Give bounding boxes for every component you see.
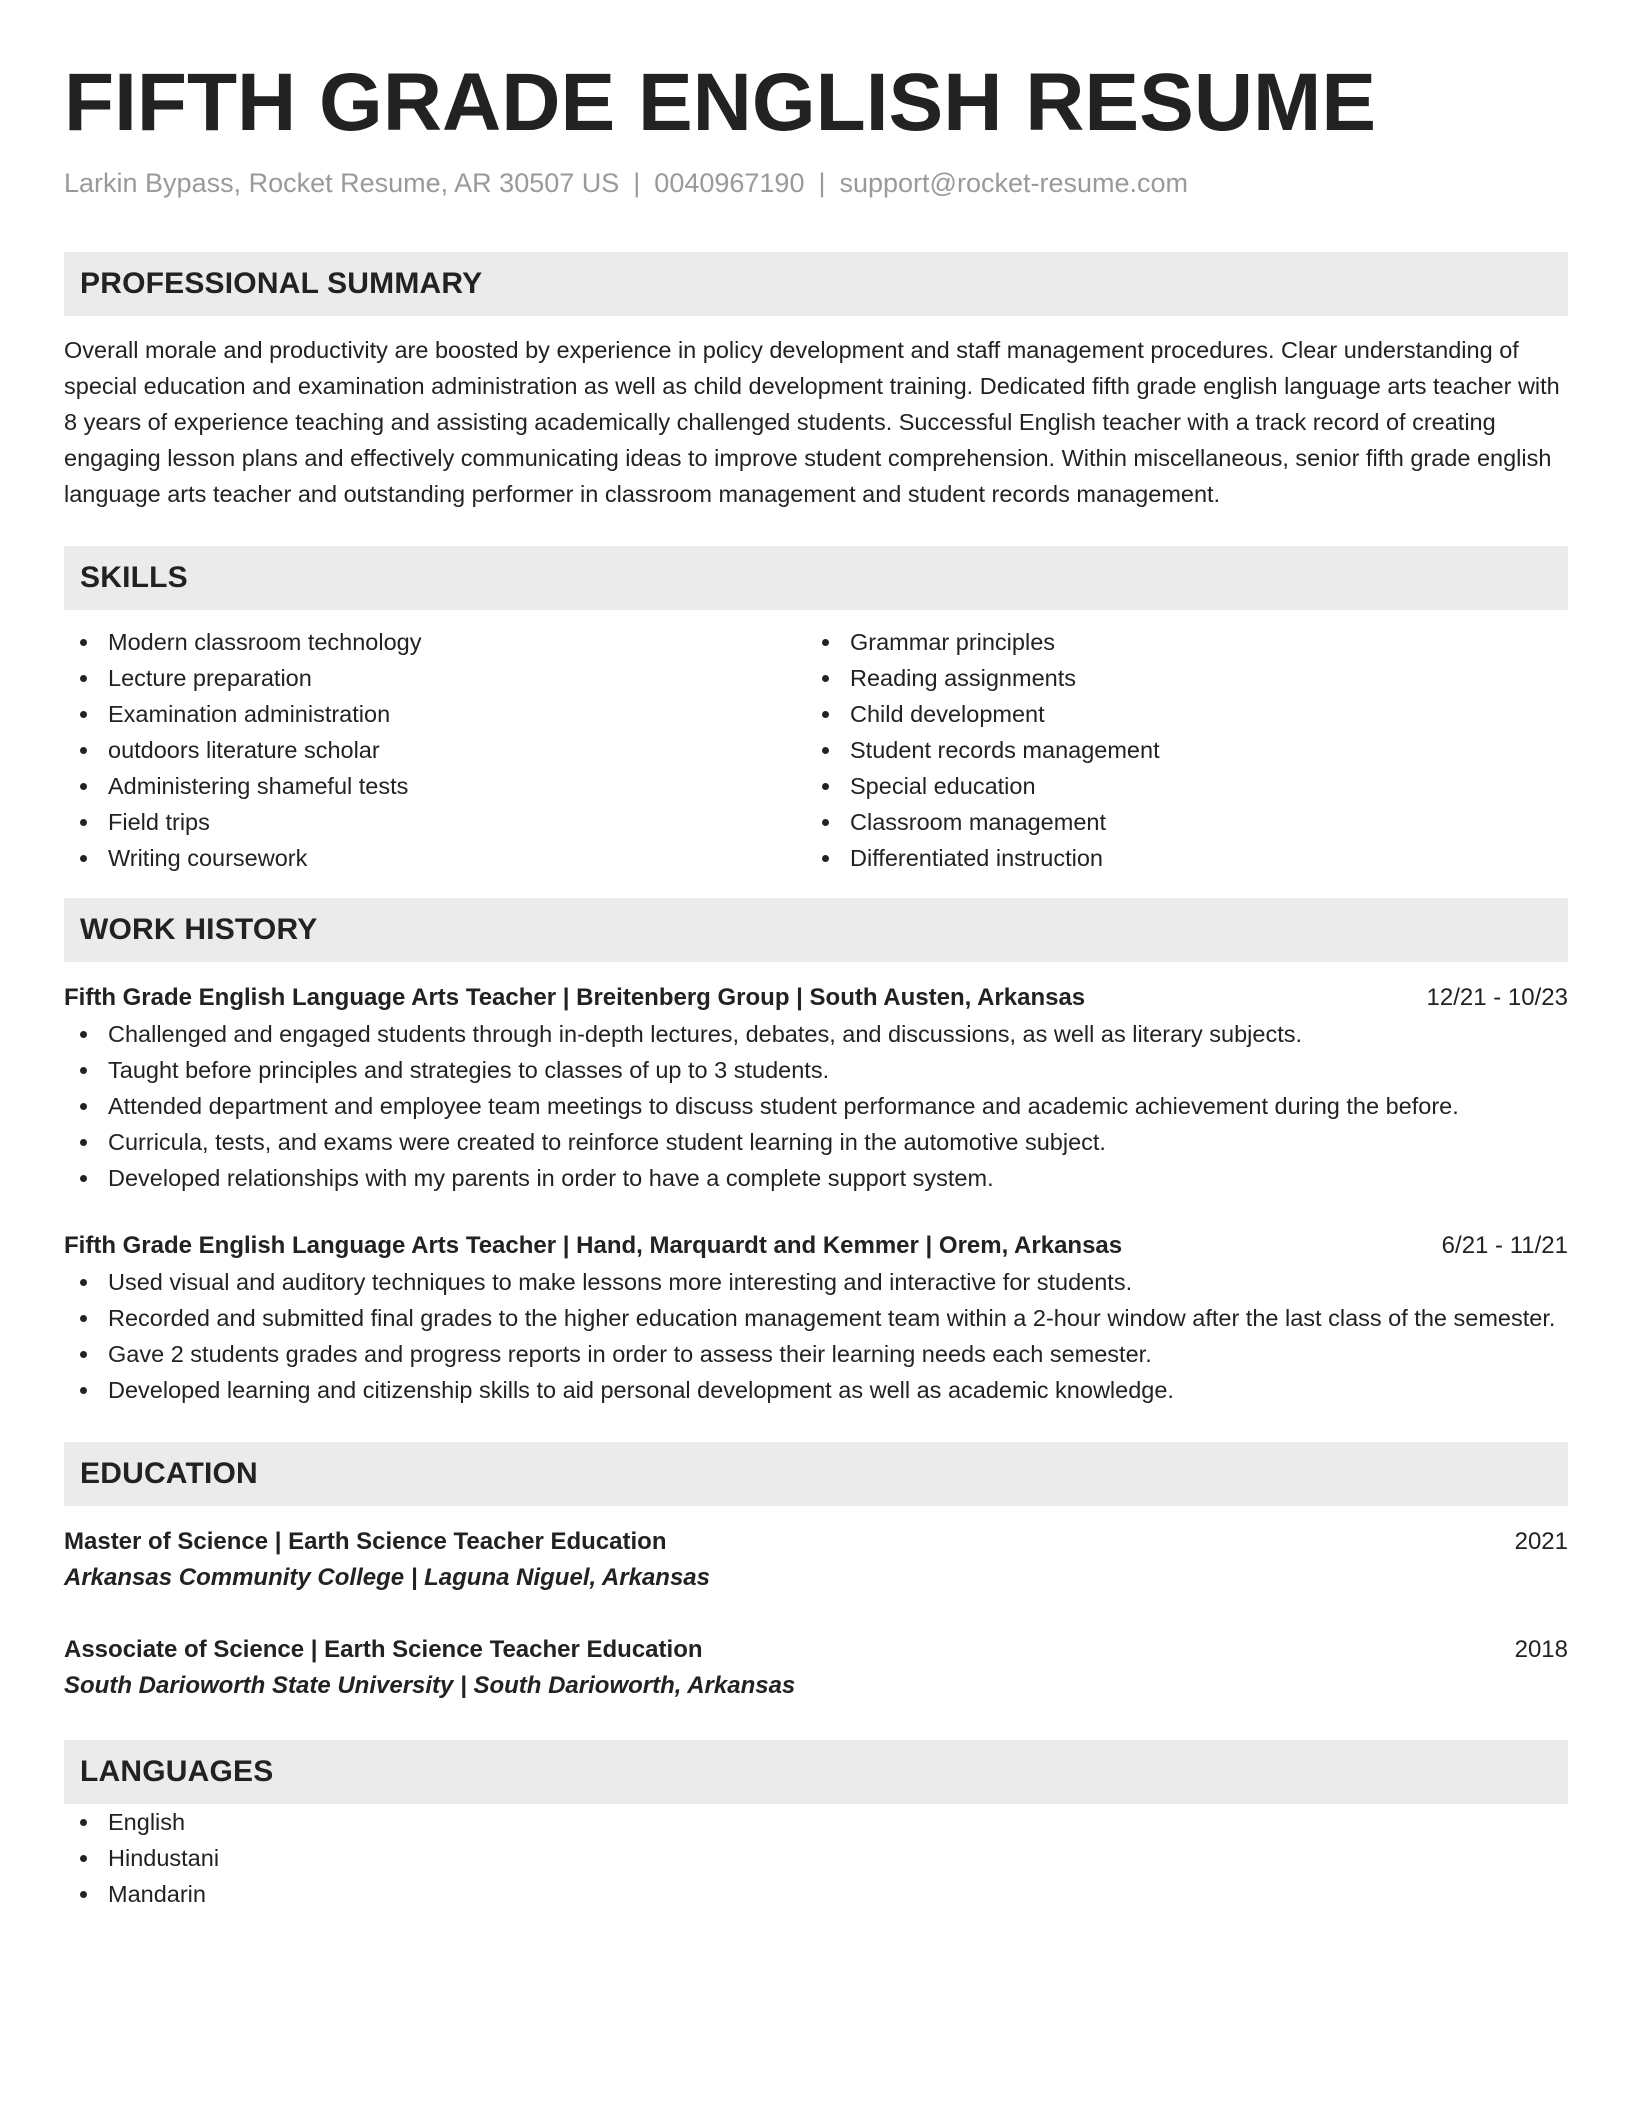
skills-column-right: [806, 624, 1548, 876]
education-school: Arkansas Community College | Laguna Niguel, Arkansas: [64, 1564, 710, 1591]
skill-item: outdoors literature scholar: [64, 732, 806, 768]
job-dates: 12/21 - 10/23: [1426, 984, 1568, 1011]
skills-list: [64, 624, 1568, 876]
job-title: Fifth Grade English Language Arts Teacher | Hand, Marquardt and Kemmer | Orem, Arkansas: [64, 1232, 1123, 1259]
section-heading-summary: PROFESSIONAL SUMMARY: [64, 252, 1568, 316]
job-bullet: Gave 2 students grades and progress reports in order to assess their learning needs each semester.: [64, 1336, 1568, 1372]
skill-item: Examination administration: [64, 696, 806, 732]
skill-item: Reading assignments: [806, 660, 1548, 696]
languages-list: [64, 1804, 1568, 1912]
education-year: 2018: [1514, 1636, 1568, 1663]
skill-item: Writing coursework: [64, 840, 806, 876]
job-dates: 6/21 - 11/21: [1441, 1232, 1568, 1259]
skill-item: Classroom management: [806, 804, 1548, 840]
job-bullet: Recorded and submitted final grades to the higher education management team within a 2-hour window after the last class of the semester.: [64, 1300, 1568, 1336]
section-heading-work-history: WORK HISTORY: [64, 898, 1568, 962]
education-header: [64, 1632, 1568, 1668]
contact-line: [64, 166, 1568, 200]
job-header: [64, 1228, 1568, 1264]
job-bullet: Attended department and employee team meetings to discuss student performance and academic achievement during the before.: [64, 1088, 1568, 1124]
contact-phone: 0040967190: [654, 168, 805, 198]
summary-text: Overall morale and productivity are boosted by experience in policy development and staff management procedures. Clear understanding of special education and examination administration as well as child development training. Dedicated fifth grade english language arts teacher with 8 years of experience teaching and assisting academically challenged students. Successful English teacher with a track record of creating engaging lesson plans and effectively communicating ideas to improve student comprehension. Within miscellaneous, senior fifth grade english language arts teacher and outstanding performer in classroom management and student records management.: [64, 337, 1560, 507]
skill-item: Administering shameful tests: [64, 768, 806, 804]
contact-separator: |: [633, 168, 641, 198]
job-bullet: Curricula, tests, and exams were created to reinforce student learning in the automotive subject.: [64, 1124, 1568, 1160]
education-header: [64, 1524, 1568, 1560]
job-title: Fifth Grade English Language Arts Teacher | Breitenberg Group | South Austen, Arkansas: [64, 984, 1086, 1011]
job-bullet: Developed learning and citizenship skills to aid personal development as well as academic knowledge.: [64, 1372, 1568, 1408]
job-header: [64, 980, 1568, 1016]
skill-item: Student records management: [806, 732, 1548, 768]
section-heading-languages: LANGUAGES: [64, 1740, 1568, 1804]
skill-item: Lecture preparation: [64, 660, 806, 696]
skill-item: Grammar principles: [806, 624, 1548, 660]
job-bullet: Challenged and engaged students through in-depth lectures, debates, and discussions, as well as literary subjects.: [64, 1016, 1568, 1052]
education-entry: [64, 1524, 1568, 1596]
education-degree: Associate of Science | Earth Science Teacher Education: [64, 1636, 703, 1663]
education-degree: Master of Science | Earth Science Teacher Education: [64, 1528, 667, 1555]
language-item: Mandarin: [64, 1876, 1568, 1912]
skill-item: Differentiated instruction: [806, 840, 1548, 876]
skill-item: Modern classroom technology: [64, 624, 806, 660]
contact-address: Larkin Bypass, Rocket Resume, AR 30507 US: [64, 168, 620, 198]
skill-item: Special education: [806, 768, 1548, 804]
language-item: English: [64, 1804, 1568, 1840]
language-item: Hindustani: [64, 1840, 1568, 1876]
contact-email: support@rocket-resume.com: [839, 168, 1189, 198]
job-bullet: Taught before principles and strategies to classes of up to 3 students.: [64, 1052, 1568, 1088]
education-year: 2021: [1514, 1528, 1568, 1555]
education-school: South Darioworth State University | South Darioworth, Arkansas: [64, 1672, 796, 1699]
job-bullets: [64, 1016, 1568, 1196]
resume-page: [64, 0, 1568, 1912]
job-bullet: Used visual and auditory techniques to make lessons more interesting and interactive for students.: [64, 1264, 1568, 1300]
contact-separator: |: [818, 168, 826, 198]
resume-title: FIFTH GRADE ENGLISH RESUME: [64, 57, 1377, 148]
education-entry: [64, 1632, 1568, 1704]
job-bullets: [64, 1264, 1568, 1408]
section-heading-skills: SKILLS: [64, 546, 1568, 610]
skill-item: Child development: [806, 696, 1548, 732]
skills-column-left: [64, 624, 806, 876]
section-heading-education: EDUCATION: [64, 1442, 1568, 1506]
skill-item: Field trips: [64, 804, 806, 840]
job-bullet: Developed relationships with my parents in order to have a complete support system.: [64, 1160, 1568, 1196]
